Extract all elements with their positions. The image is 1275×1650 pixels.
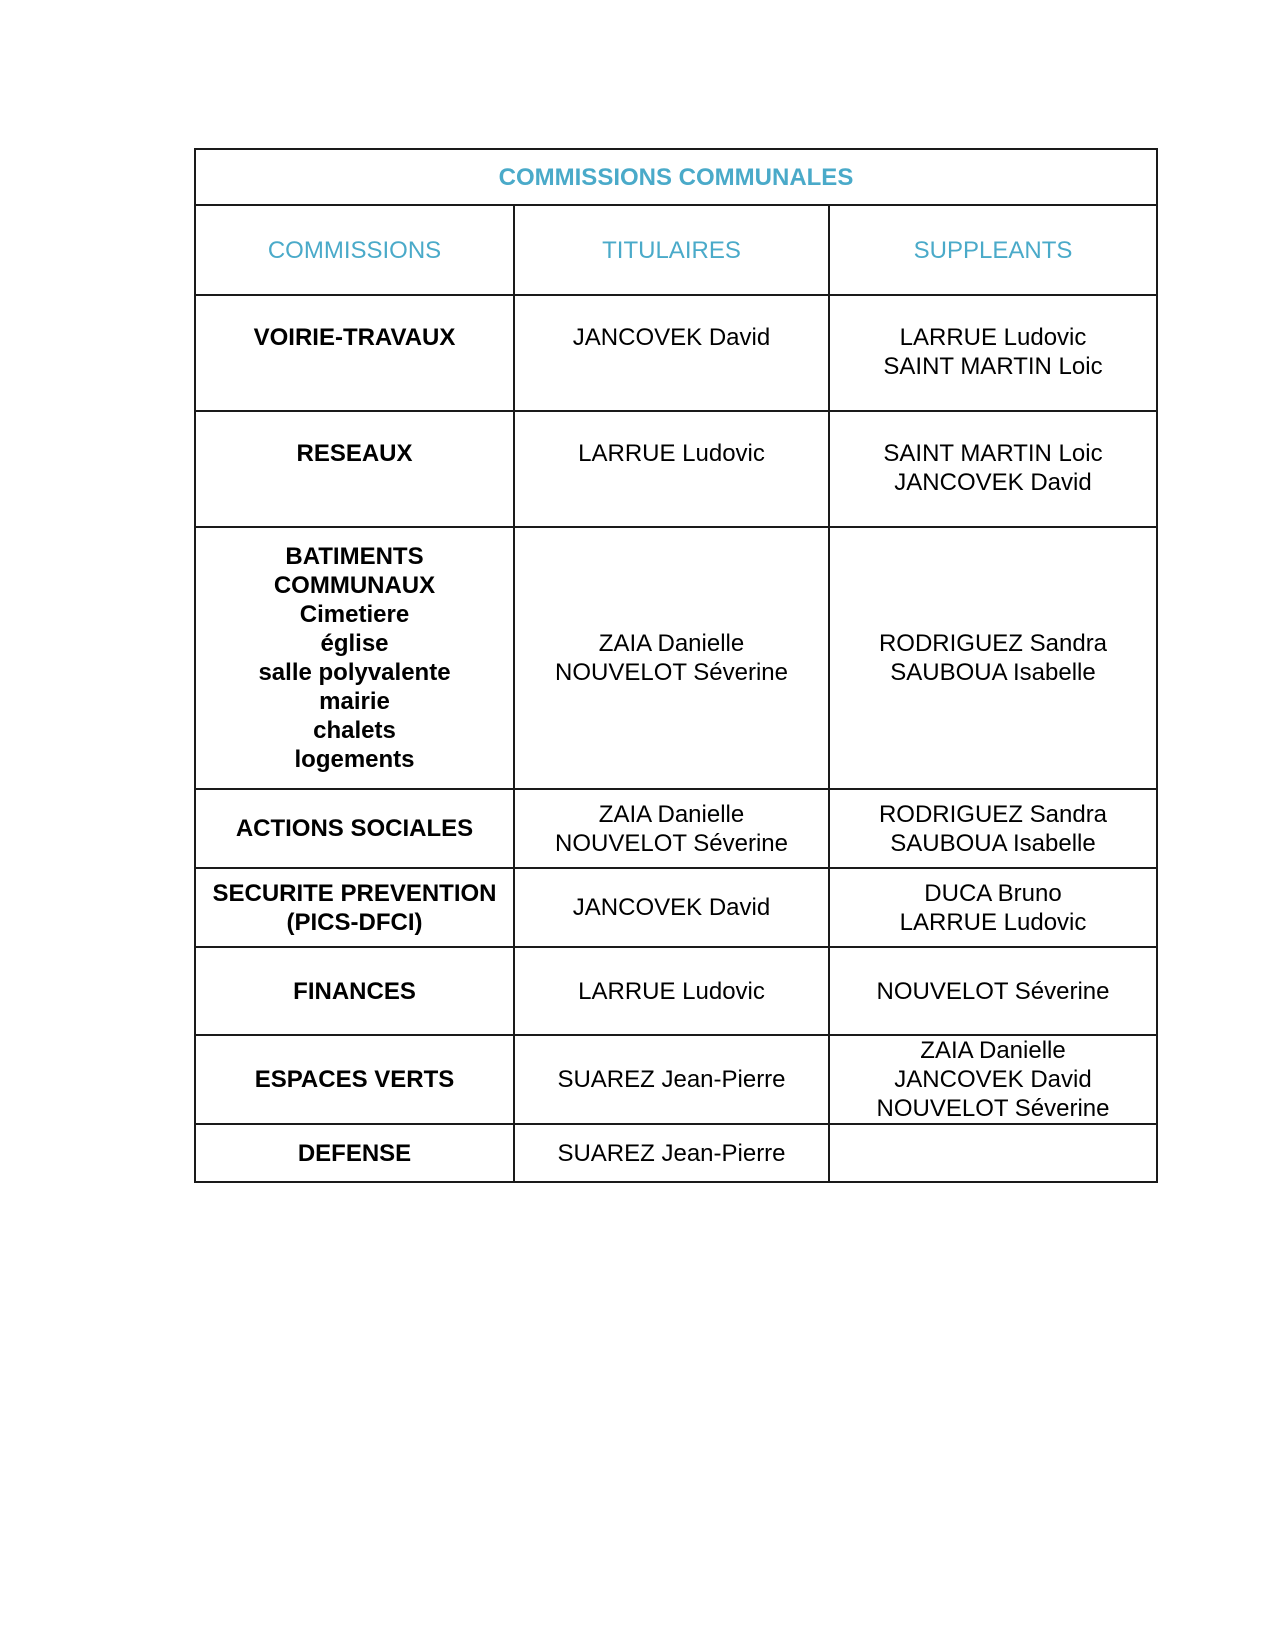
titulaire-name: JANCOVEK David	[572, 324, 771, 351]
commission-name	[195, 295, 514, 411]
titulaires-cell	[514, 295, 829, 411]
suppleant-name: JANCOVEK David	[894, 1066, 1092, 1093]
table-row	[195, 1035, 1157, 1124]
suppleant-name: SAINT MARTIN Loic	[883, 440, 1103, 467]
commission-name-line: BATIMENTS	[285, 543, 424, 570]
titulaires-cell	[514, 527, 829, 789]
titulaire-name: SUAREZ Jean-Pierre	[557, 1139, 786, 1167]
suppleants-cell	[829, 411, 1157, 527]
titulaires-cell	[514, 411, 829, 527]
suppleants-cell	[829, 789, 1157, 868]
commission-name	[195, 411, 514, 527]
titulaire-name: JANCOVEK David	[572, 894, 771, 921]
titulaire-name: LARRUE Ludovic	[578, 977, 765, 1005]
commission-name-line: ACTIONS SOCIALES	[235, 815, 474, 842]
suppleant-name: SAUBOUA Isabelle	[890, 829, 1096, 857]
commission-name-line: VOIRIE-TRAVAUX	[253, 324, 456, 351]
table-row	[195, 411, 1157, 527]
suppleant-name: SAUBOUA Isabelle	[890, 659, 1096, 686]
table-title: COMMISSIONS COMMUNALES	[195, 149, 1157, 205]
suppleant-name: LARRUE Ludovic	[899, 908, 1087, 936]
commission-name	[195, 1035, 514, 1124]
commission-name-line: logements	[294, 746, 415, 773]
table-row	[195, 789, 1157, 868]
suppleants-cell	[829, 1035, 1157, 1124]
header-commissions: COMMISSIONS	[195, 205, 514, 295]
titulaire-name: ZAIA Danielle	[598, 800, 745, 828]
titulaire-name: LARRUE Ludovic	[578, 440, 765, 467]
title-row	[195, 149, 1157, 205]
commissions-table	[194, 148, 1158, 1183]
header-suppleants: SUPPLEANTS	[829, 205, 1157, 295]
suppleant-name: NOUVELOT Séverine	[876, 977, 1110, 1005]
commission-name-line: église	[320, 630, 389, 657]
table-row	[195, 947, 1157, 1035]
commission-name-line: mairie	[319, 688, 390, 715]
commission-name	[195, 527, 514, 789]
commission-name	[195, 1124, 514, 1182]
suppleants-cell	[829, 1124, 1157, 1182]
suppleant-name: ZAIA Danielle	[920, 1037, 1066, 1064]
suppleants-cell	[829, 295, 1157, 411]
header-row	[195, 205, 1157, 295]
suppleants-cell	[829, 947, 1157, 1035]
commission-name-line: Cimetiere	[299, 601, 410, 628]
commission-name-line: COMMUNAUX	[273, 572, 436, 599]
titulaires-cell	[514, 1035, 829, 1124]
commission-name-line: FINANCES	[293, 977, 416, 1005]
suppleants-cell	[829, 527, 1157, 789]
titulaire-name: NOUVELOT Séverine	[555, 829, 788, 857]
suppleant-name: JANCOVEK David	[894, 469, 1092, 496]
commission-name	[195, 868, 514, 947]
table-row	[195, 1124, 1157, 1182]
titulaire-name: SUAREZ Jean-Pierre	[557, 1066, 786, 1093]
titulaires-cell	[514, 1124, 829, 1182]
table-row	[195, 295, 1157, 411]
suppleant-name: LARRUE Ludovic	[899, 324, 1087, 351]
suppleants-cell	[829, 868, 1157, 947]
titulaires-cell	[514, 947, 829, 1035]
suppleant-name: SAINT MARTIN Loic	[883, 353, 1103, 380]
commission-name-line: salle polyvalente	[258, 659, 451, 686]
titulaires-cell	[514, 789, 829, 868]
table-row	[195, 527, 1157, 789]
commission-name-line: SECURITE PREVENTION	[212, 879, 497, 907]
commission-name	[195, 789, 514, 868]
suppleant-name: DUCA Bruno	[924, 879, 1062, 907]
titulaire-name: ZAIA Danielle	[598, 630, 745, 657]
header-titulaires: TITULAIRES	[514, 205, 829, 295]
suppleant-name: RODRIGUEZ Sandra	[878, 630, 1108, 657]
suppleant-name: RODRIGUEZ Sandra	[878, 800, 1108, 828]
titulaire-name: NOUVELOT Séverine	[555, 659, 788, 686]
commission-name-line: ESPACES VERTS	[254, 1066, 455, 1093]
commission-name-line: (PICS-DFCI)	[286, 908, 423, 936]
table-row	[195, 868, 1157, 947]
commission-name-line: DEFENSE	[297, 1139, 412, 1167]
titulaires-cell	[514, 868, 829, 947]
suppleant-name: NOUVELOT Séverine	[876, 1095, 1110, 1122]
commission-name	[195, 947, 514, 1035]
commission-name-line: chalets	[313, 717, 396, 744]
commission-name-line: RESEAUX	[296, 440, 413, 467]
